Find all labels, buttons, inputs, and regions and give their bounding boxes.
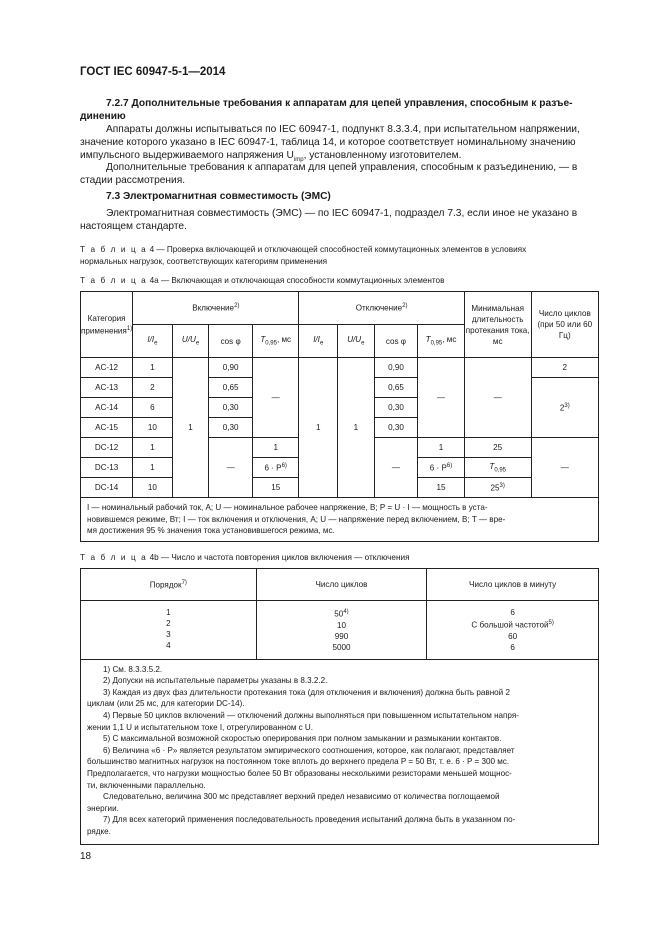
cell-min-duration-ac: — xyxy=(464,358,531,438)
cell-cycles-ac-merged: 2$^{3)}$ xyxy=(531,378,598,438)
header-cycles: Число циклов (при 50 или 60 Гц) xyxy=(531,292,598,358)
table-4-caption xyxy=(80,244,610,267)
text-line: настоящем стандарте. xyxy=(80,221,187,232)
cell-category: AC-13 xyxy=(81,378,133,398)
standard-designation: ГОСТ IEC 60947-5-1—2014 xyxy=(80,66,226,78)
cell-on-t-ac: — xyxy=(252,358,299,438)
text-line: Аппараты должны испытываться по IEC 60947-1, подпункт 8.3.3.4, при испытательном напряжении, xyxy=(106,124,580,135)
cell-off-cos: 0,30 xyxy=(374,398,418,418)
table-notes-row xyxy=(81,659,599,844)
table-4a xyxy=(80,291,599,542)
caption-line: Т а б л и ц а 4 — Проверка включающей и отключающей способностей коммутационных элементов в условиях xyxy=(80,245,527,254)
cell-on-cos: 0,30 xyxy=(209,418,253,438)
cell-on-t: 1 xyxy=(252,438,299,458)
cell-category: DC-12 xyxy=(81,438,133,458)
header-off-t: $T_{0,95}$, мс xyxy=(418,325,465,358)
cell-on-i: 10 xyxy=(133,478,173,498)
cell-on-i: 1 xyxy=(133,438,173,458)
cell-off-cos: 0,30 xyxy=(374,418,418,438)
caption-line: нормальных нагрузок, соответствующих категориям применения xyxy=(80,256,328,266)
cell-on-u-merged: 1 xyxy=(172,358,209,498)
title-line: 7.2.7 Дополнительные требования к аппаратам для цепей управления, способным к разъе- xyxy=(106,98,573,109)
text-line: стадии рассмотрения. xyxy=(80,175,186,186)
cell-on-i: 10 xyxy=(133,418,173,438)
header-on-i: $I/I_e$ xyxy=(133,325,173,358)
cell-on-i: 1 xyxy=(133,358,173,378)
header-off-cos: cos φ xyxy=(374,325,418,358)
table-row xyxy=(81,358,599,378)
text-line: импульсного выдерживаемого напряжения $U_{imp}$, установленному изготовителем. xyxy=(80,150,462,164)
cell-on-i: 2 xyxy=(133,378,173,398)
cell-cycles-dc-merged: — xyxy=(531,438,598,498)
cell-on-i: 1 xyxy=(133,458,173,478)
header-count: Число циклов xyxy=(256,569,427,601)
cell-on-i: 6 xyxy=(133,398,173,418)
cell-off-t-ac: — xyxy=(418,358,465,438)
cell-category: AC-12 xyxy=(81,358,133,378)
cell-category: DC-14 xyxy=(81,478,133,498)
table-4b xyxy=(80,568,599,845)
cell-category: DC-13 xyxy=(81,458,133,478)
cell-off-i-merged: 1 xyxy=(299,358,338,498)
cell-on-cos: 0,65 xyxy=(209,378,253,398)
cell-count-list: 50$^{4)}$ 10 990 5000 xyxy=(256,601,427,660)
cell-on-cos: 0,30 xyxy=(209,398,253,418)
cell-on-t: $6 \cdot P^{6)}$ xyxy=(252,458,299,478)
header-off: Отключение$^{2)}$ xyxy=(299,292,464,325)
section-7-2-7-title xyxy=(80,97,610,123)
cell-min-duration: 25$^{3)}$ xyxy=(464,478,531,498)
cell-off-t: 1 xyxy=(418,438,465,458)
table-row xyxy=(81,601,599,660)
cell-min-duration: $T_{0,95}$ xyxy=(464,458,531,478)
cell-cycles: 2 xyxy=(531,358,598,378)
cell-order-list: 1 2 3 4 xyxy=(81,601,257,660)
cell-category: AC-15 xyxy=(81,418,133,438)
cell-min-duration: 25 xyxy=(464,438,531,458)
header-category: Категория применения$^{1)}$ xyxy=(81,292,133,358)
section-7-3-paragraph xyxy=(80,207,610,233)
cell-on-cos-dc: — xyxy=(209,438,253,498)
header-off-u: $U/U_e$ xyxy=(338,325,375,358)
section-7-2-7-paragraph-2 xyxy=(80,161,610,187)
cell-off-t: 15 xyxy=(418,478,465,498)
cell-off-u-merged: 1 xyxy=(338,358,375,498)
title-line: динению xyxy=(80,111,126,122)
header-on: Включение$^{2)}$ xyxy=(133,292,299,325)
cell-category: AC-14 xyxy=(81,398,133,418)
cell-off-cos-dc: — xyxy=(374,438,418,498)
header-order: Порядок$^{7)}$ xyxy=(81,569,257,601)
page-number: 18 xyxy=(80,851,92,862)
text-line: Электромагнитная совместимость (ЭМС) — по IEC 60947-1, подраздел 7.3, если иное не указано в xyxy=(106,208,578,219)
cell-off-t: $6 \cdot P^{6)}$ xyxy=(418,458,465,478)
table-footnote-row xyxy=(81,498,599,542)
cell-on-cos: 0,90 xyxy=(209,358,253,378)
text-line: значение которого указано в IEC 60947-1, таблица 14, и которое соответствует номинальному значению xyxy=(80,137,576,148)
section-7-3-title: 7.3 Электромагнитная совместимость (ЭМС) xyxy=(106,191,331,202)
header-on-u: $U/U_e$ xyxy=(172,325,209,358)
cell-on-t: 15 xyxy=(252,478,299,498)
header-per-minute: Число циклов в минуту xyxy=(427,569,599,601)
table-4a-footnote: I — номинальный рабочий ток, А; U — номинальное рабочее напряжение, В; P = U · I — мощность в уста- новившемся режиме, Вт; I — ток включения и отключения, А; U — напряжение перед включением, В; T — вре- мя достижения 95 % значения тока установившегося режима, мс. xyxy=(81,498,599,542)
header-off-i: $I/I_e$ xyxy=(299,325,338,358)
table-4b-caption: Т а б л и ц а 4b — Число и частота повторения циклов включения — отключения xyxy=(80,553,410,562)
cell-off-cos: 0,90 xyxy=(374,358,418,378)
header-min-duration: Минимальная длительность протекания тока, мс xyxy=(464,292,531,358)
text-line: Дополнительные требования к аппаратам для цепей управления, способным к разъединению, — в xyxy=(106,162,578,173)
header-on-t: $T_{0,95}$, мс xyxy=(252,325,299,358)
table-4b-notes: 1) См. 8.3.3.5.2. 2) Допуски на испытательные параметры указаны в 8.3.2.2. 3) Каждая из двух фаз длительности протекания тока (для отключения и включения) должна быть равной 2 циклам (или 25 мс, для категории DC-14). 4) Первые 50 циклов включений — отключений должны выполняться при повышенном испытательном напря- жении 1,1 U и испытательном токе I, отрегулированном с U. 5) С максимальной возможной скоростью оперирования при полном замыкании и размыкании контактов. 6) Величина «6 · P» является результатом эмпирического соотношения, которое, как полагают, представляет большинство магнитных нагрузок на постоянном токе вплоть до верхнего предела P = 50 Вт, т. е. 6 · P = 300 мс. Предполагается, что нагрузки мощностью более 50 Вт образованы несколькими резисторами меньшей мощнос- ти, включенными параллельно. Следовательно, величина 300 мс представляет верхний предел независимо от количества поглощаемой энергии. 7) Для всех категорий применения последовательность проведения испытаний должна быть в указанном по- рядке. xyxy=(81,659,599,844)
table-4a-caption: Т а б л и ц а 4a — Включающая и отключающая способности коммутационных элементов xyxy=(80,276,445,285)
cell-off-cos: 0,65 xyxy=(374,378,418,398)
header-on-cos: cos φ xyxy=(209,325,253,358)
cell-per-minute-list: 6 С большой частотой$^{5)}$ 60 6 xyxy=(427,601,599,660)
